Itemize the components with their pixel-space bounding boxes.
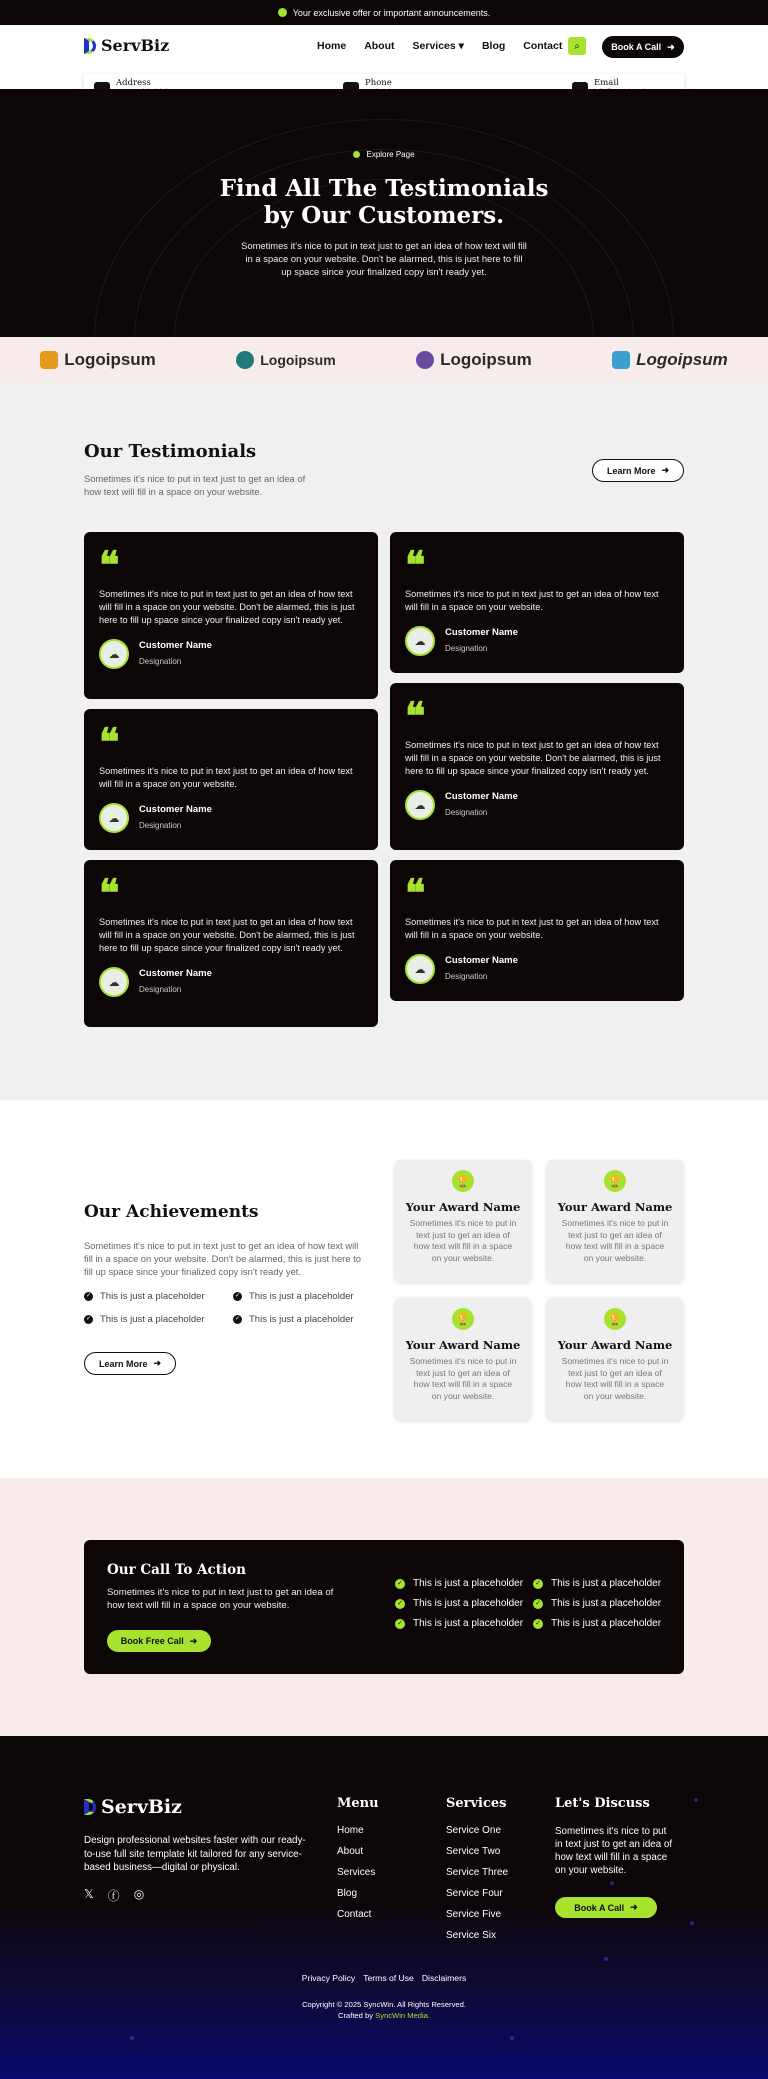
testimonial-text: Sometimes it's nice to put in text just to get an idea of how text will fill in a space on your website. bbox=[405, 589, 659, 612]
testimonials-title: Our Testimonials bbox=[84, 441, 257, 462]
testimonial-card bbox=[390, 683, 684, 850]
testimonial-text: Sometimes it's nice to put in text just to get an idea of how text will fill in a space on your website. bbox=[405, 917, 659, 940]
brand-logo[interactable]: ServBiz bbox=[84, 36, 169, 55]
check-icon: ✓ bbox=[85, 1316, 92, 1322]
announcement-icon bbox=[278, 8, 287, 17]
customer-name: Customer Name bbox=[139, 967, 212, 979]
testimonial-text: Sometimes it's nice to put in text just to get an idea of how text will fill in a space on your website. Don't be alarmed, this is just here to fill up space since your finalized copy isn't ready yet. bbox=[405, 740, 661, 776]
testimonial-card bbox=[84, 709, 378, 850]
customer-role: Designation bbox=[139, 820, 182, 830]
achievements-section bbox=[0, 1100, 768, 1478]
info-email: Email bbox=[572, 78, 664, 98]
testimonial-card bbox=[84, 532, 378, 699]
client-logo: Logoipsum bbox=[40, 350, 156, 370]
nav-item-about[interactable]: About bbox=[364, 40, 395, 52]
check-item: ✓ This is just a placeholder bbox=[85, 1314, 205, 1325]
logo-mark-icon bbox=[84, 1799, 96, 1815]
quote-icon: ❝ bbox=[99, 542, 120, 587]
logo-icon bbox=[236, 351, 254, 369]
arrow-right-icon: ➜ bbox=[667, 41, 675, 52]
footer-link-service[interactable]: Service Four bbox=[446, 1888, 503, 1899]
privacy-policy-link[interactable]: Privacy Policy bbox=[301, 1973, 356, 1983]
logo-icon bbox=[416, 351, 434, 369]
check-item: ✓ This is just a placeholder bbox=[234, 1314, 354, 1325]
cta-card bbox=[84, 1540, 684, 1674]
client-logo: Logoipsum bbox=[416, 350, 532, 370]
footer-brand-logo[interactable]: ServBiz bbox=[84, 1796, 182, 1818]
hero-section bbox=[0, 89, 768, 337]
trophy-icon: 🏆 bbox=[452, 1308, 474, 1330]
nav-item-home[interactable]: Home bbox=[317, 40, 347, 52]
facebook-icon[interactable]: ⓕ bbox=[107, 1889, 120, 1903]
testimonial-text: Sometimes it's nice to put in text just to get an idea of how text will fill in a space on your website. Don't be alarmed, this is just here to fill up space since your finalized copy isn't ready yet. bbox=[99, 917, 355, 953]
cta-check-item: ✓ This is just a placeholder bbox=[533, 1618, 661, 1629]
customer-role: Designation bbox=[445, 807, 488, 817]
testimonials-subtitle: Sometimes it's nice to put in text just to get an idea of how text will fill in a space on your website. bbox=[84, 473, 306, 497]
avatar: ☁ bbox=[405, 626, 435, 656]
award-card: 🏆 Your Award Name Sometimes it's nice to put in text just to get an idea of how text will fill in a space on your website. bbox=[395, 1298, 531, 1420]
check-icon: ✓ bbox=[395, 1599, 405, 1609]
client-logo: Logoipsum bbox=[236, 351, 335, 369]
quote-icon: ❝ bbox=[405, 542, 426, 587]
footer-link-service[interactable]: Service Two bbox=[446, 1846, 501, 1857]
quote-icon: ❝ bbox=[405, 870, 426, 915]
award-card: 🏆 Your Award Name Sometimes it's nice to put in text just to get an idea of how text will fill in a space on your website. bbox=[395, 1160, 531, 1282]
chevron-down-icon: ▾ bbox=[458, 40, 464, 52]
footer-description: Design professional websites faster with our ready-to-use full site template kit tailored for any service-based business—digital or physical. bbox=[84, 1835, 306, 1873]
footer-link-service[interactable]: Service One bbox=[446, 1825, 502, 1836]
footer-discuss: Let's Discuss Sometimes it's nice to put in text just to get an idea of how text will fill in a space on your website. bbox=[555, 1796, 675, 1877]
book-call-button[interactable]: Book A Call ➜ bbox=[602, 36, 684, 58]
footer-link-blog[interactable]: Blog bbox=[337, 1888, 358, 1899]
cta-check-item: ✓ This is just a placeholder bbox=[395, 1598, 523, 1609]
quote-icon: ❝ bbox=[405, 693, 426, 738]
nav-item-services[interactable]: Services ▾ bbox=[412, 40, 464, 52]
achievements-learn-more-button[interactable]: Learn More ➜ bbox=[84, 1352, 176, 1375]
footer-link-home[interactable]: Home bbox=[337, 1825, 364, 1836]
avatar: ☁ bbox=[99, 639, 129, 669]
cta-title: Our Call To Action bbox=[107, 1562, 246, 1578]
arrow-right-icon: ➜ bbox=[661, 465, 670, 475]
cta-check-item: ✓ This is just a placeholder bbox=[395, 1578, 523, 1589]
award-card: 🏆 Your Award Name Sometimes it's nice to put in text just to get an idea of how text will fill in a space on your website. bbox=[547, 1298, 683, 1420]
site-footer bbox=[0, 1736, 768, 2079]
avatar: ☁ bbox=[99, 967, 129, 997]
hero-title: Find All The Testimonials by Our Customers. bbox=[219, 175, 549, 229]
social-links bbox=[84, 1887, 144, 1904]
copyright: Copyright © 2025 SyncWin. All Rights Reserved. bbox=[302, 2000, 466, 2009]
footer-link-service[interactable]: Service Three bbox=[446, 1867, 509, 1878]
cta-check-item: ✓ This is just a placeholder bbox=[533, 1578, 661, 1589]
legal-links bbox=[0, 1973, 768, 1983]
footer-link-service[interactable]: Service Six bbox=[446, 1930, 497, 1941]
arrow-right-icon: ➜ bbox=[630, 1902, 638, 1912]
announcement-bar bbox=[0, 0, 768, 25]
hero-text: Sometimes it's nice to put in text just to get an idea of how text will fill in a space on your website. Don't be alarmed, this is just here to fill up space since your finalized copy isn't ready yet. bbox=[241, 240, 527, 277]
testimonial-card bbox=[390, 532, 684, 673]
avatar: ☁ bbox=[405, 954, 435, 984]
cta-check-item: ✓ This is just a placeholder bbox=[395, 1618, 523, 1629]
avatar: ☁ bbox=[405, 790, 435, 820]
crafted-by-link[interactable]: SyncWin Media. bbox=[375, 2011, 431, 2020]
logo-strip bbox=[0, 337, 768, 382]
cta-check-item: ✓ This is just a placeholder bbox=[533, 1598, 661, 1609]
quote-icon: ❝ bbox=[99, 719, 120, 764]
badge-dot-icon bbox=[353, 151, 360, 158]
client-logo: Logoipsum bbox=[612, 350, 728, 370]
cta-text: Sometimes it's nice to put in text just to get an idea of how text will fill in a space on your website. bbox=[107, 1587, 334, 1611]
customer-role: Designation bbox=[445, 643, 488, 653]
testimonial-text: Sometimes it's nice to put in text just to get an idea of how text will fill in a space on your website. Don't be alarmed, this is just here to fill up space since your finalized copy isn't ready yet. bbox=[99, 589, 355, 625]
trophy-icon: 🏆 bbox=[604, 1308, 626, 1330]
trophy-icon: 🏆 bbox=[452, 1170, 474, 1192]
check-icon: ✓ bbox=[234, 1293, 241, 1299]
search-icon: ⌕ bbox=[574, 40, 580, 52]
testimonial-card bbox=[390, 860, 684, 1001]
customer-role: Designation bbox=[139, 656, 182, 666]
check-icon: ✓ bbox=[395, 1579, 405, 1589]
x-twitter-icon[interactable]: 𝕏 bbox=[84, 1887, 94, 1901]
check-icon: ✓ bbox=[533, 1579, 543, 1589]
hero-badge: Explore Page bbox=[0, 150, 768, 159]
footer-book-call-button[interactable]: Book A Call ➜ bbox=[555, 1897, 657, 1918]
instagram-icon[interactable]: ◎ bbox=[133, 1887, 145, 1901]
book-free-call-button[interactable]: Book Free Call ➜ bbox=[107, 1630, 211, 1652]
customer-name: Customer Name bbox=[445, 626, 518, 638]
award-card: 🏆 Your Award Name Sometimes it's nice to put in text just to get an idea of how text will fill in a space on your website. bbox=[547, 1160, 683, 1282]
footer-link-service[interactable]: Service Five bbox=[446, 1909, 502, 1920]
disclaimers-link[interactable]: Disclaimers bbox=[421, 1973, 467, 1983]
quote-icon: ❝ bbox=[99, 870, 120, 915]
check-icon: ✓ bbox=[533, 1599, 543, 1609]
cta-section bbox=[0, 1478, 768, 1736]
nav-item-contact[interactable]: Contact bbox=[523, 40, 563, 52]
learn-more-button[interactable]: Learn More ➜ bbox=[592, 459, 684, 482]
discuss-text: Sometimes it's nice to put in text just to get an idea of how text will fill in a space on your website. bbox=[555, 1826, 673, 1876]
trophy-icon: 🏆 bbox=[604, 1170, 626, 1192]
footer-link-contact[interactable]: Contact bbox=[337, 1909, 372, 1920]
achievements-text: Sometimes it's nice to put in text just to get an idea of how text will fill in a space on your website. Don't be alarmed, this is just here to fill up space since your finalized copy isn't ready yet. bbox=[84, 1240, 361, 1277]
customer-name: Customer Name bbox=[445, 954, 518, 966]
testimonials-section bbox=[0, 382, 768, 1100]
arrow-right-icon: ➜ bbox=[189, 1635, 198, 1646]
customer-name: Customer Name bbox=[139, 803, 212, 815]
check-item: ✓ This is just a placeholder bbox=[85, 1291, 205, 1302]
terms-link[interactable]: Terms of Use bbox=[363, 1973, 414, 1983]
info-phone: Phone bbox=[343, 78, 423, 98]
logo-icon bbox=[612, 351, 630, 369]
logo-mark-icon bbox=[84, 38, 96, 54]
check-icon: ✓ bbox=[533, 1619, 543, 1629]
logo-icon bbox=[40, 351, 58, 369]
avatar: ☁ bbox=[99, 803, 129, 833]
customer-role: Designation bbox=[139, 984, 182, 994]
check-item: ✓ This is just a placeholder bbox=[234, 1291, 354, 1302]
check-icon: ✓ bbox=[234, 1316, 241, 1322]
footer-services: Services Service One Service Two Service Three Service Four Service Five Service Six bbox=[446, 1796, 509, 1941]
customer-role: Designation bbox=[445, 971, 488, 981]
search-button[interactable] bbox=[568, 37, 586, 55]
testimonial-card bbox=[84, 860, 378, 1027]
announcement-text: Your exclusive offer or important announcements. bbox=[292, 7, 491, 18]
check-icon: ✓ bbox=[85, 1293, 92, 1299]
nav-item-blog[interactable]: Blog bbox=[481, 40, 506, 52]
testimonial-text: Sometimes it's nice to put in text just to get an idea of how text will fill in a space on your website. bbox=[99, 766, 353, 789]
info-address: Address bbox=[94, 78, 248, 98]
main-nav bbox=[317, 40, 562, 52]
achievements-title: Our Achievements bbox=[84, 1202, 259, 1222]
crafted-by: Crafted by SyncWin Media. bbox=[337, 2011, 431, 2020]
check-icon: ✓ bbox=[395, 1619, 405, 1629]
footer-link-about[interactable]: About bbox=[337, 1846, 364, 1857]
arrow-right-icon: ➜ bbox=[153, 1358, 162, 1368]
customer-name: Customer Name bbox=[445, 790, 518, 802]
customer-name: Customer Name bbox=[139, 639, 212, 651]
footer-link-services[interactable]: Services bbox=[337, 1867, 376, 1878]
footer-menu: Menu Home About Services Blog Contact bbox=[337, 1796, 379, 1920]
